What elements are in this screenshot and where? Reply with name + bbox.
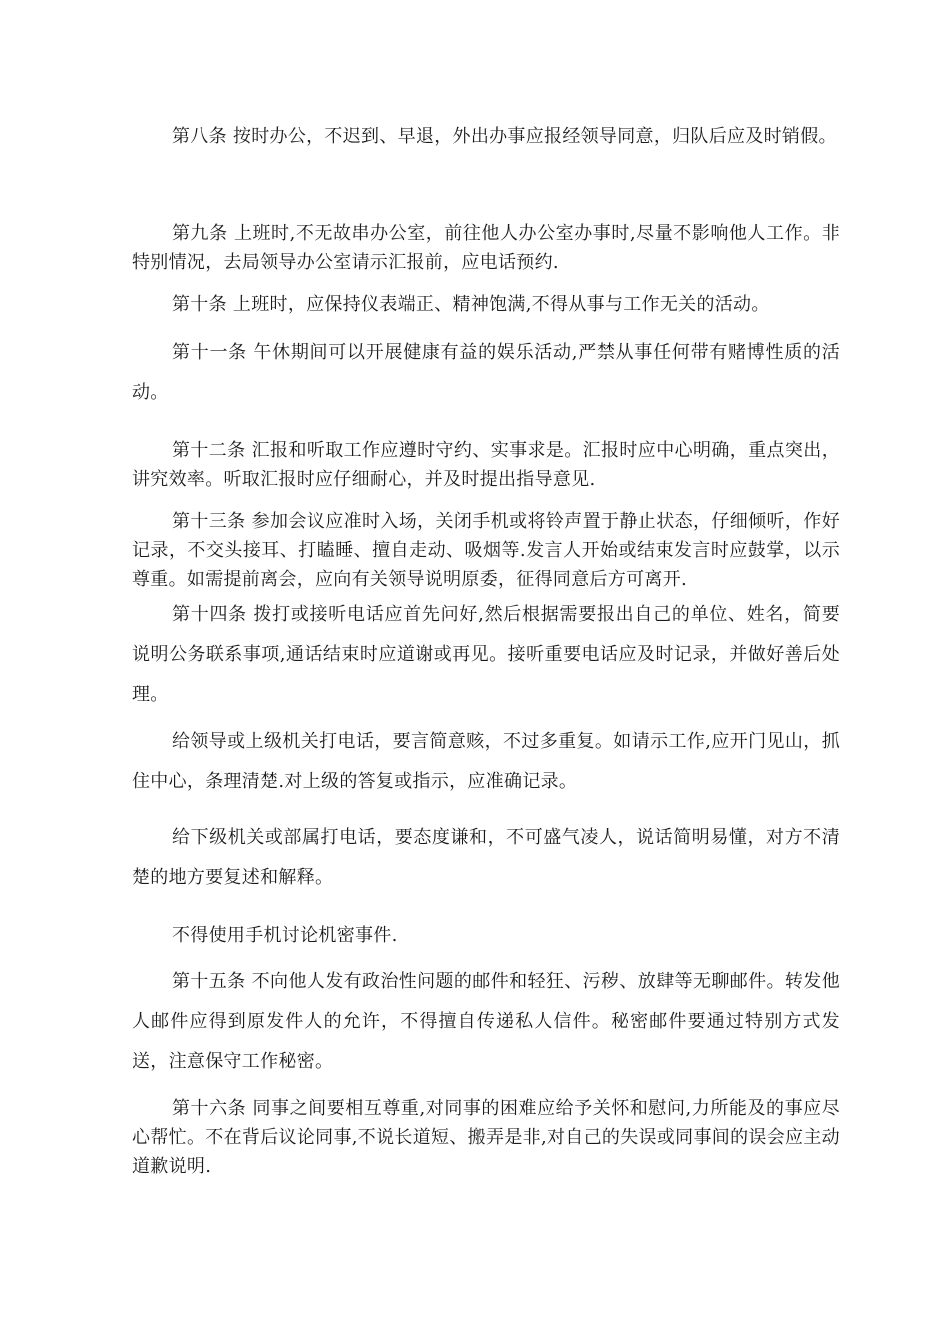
article-9: 第九条 上班时,不无故串办公室，前往他人办公室办事时,尽量不影响他人工作。非特别情况，去局领导办公室请示汇报前，应电话预约. bbox=[132, 223, 840, 273]
article-13: 第十三条 参加会议应准时入场，关闭手机或将铃声置于静止状态，仔细倾听，作好记录，不交头接耳、打瞌睡、擅自走动、吸烟等.发言人开始或结束发言时应鼓掌，以示尊重。如需提前离会，应向有关领导说明原委，征得同意后方可离开. bbox=[132, 511, 840, 590]
article-8: 第八条 按时办公，不迟到、早退，外出办事应报经领导同意，归队后应及时销假。 bbox=[172, 126, 837, 147]
article-10: 第十条 上班时，应保持仪表端正、精神饱满,不得从事与工作无关的活动。 bbox=[172, 294, 770, 315]
phone-subordinate-paragraph: 给下级机关或部属打电话，要态度谦和，不可盛气凌人，说话简明易懂，对方不清楚的地方要复述和解释。 bbox=[132, 827, 840, 888]
article-16: 第十六条 同事之间要相互尊重,对同事的困难应给予关怀和慰问,力所能及的事应尽心帮忙。不在背后议论同事,不说长道短、搬弄是非,对自己的失误或同事间的误会应主动道歉说明. bbox=[132, 1098, 840, 1177]
phone-superior-paragraph: 给领导或上级机关打电话，要言简意赅，不过多重复。如请示工作,应开门见山，抓住中心，条理清楚.对上级的答复或指示，应准确记录。 bbox=[132, 731, 840, 792]
article-12: 第十二条 汇报和听取工作应遵时守约、实事求是。汇报时应中心明确，重点突出，讲究效率。听取汇报时应仔细耐心，并及时提出指导意见. bbox=[132, 440, 840, 490]
article-14: 第十四条 拨打或接听电话应首先问好,然后根据需要报出自己的单位、姓名，简要说明公务联系事项,通话结束时应道谢或再见。接听重要电话应及时记录，并做好善后处理。 bbox=[132, 604, 840, 705]
article-15: 第十五条 不向他人发有政治性问题的邮件和轻狂、污秽、放肆等无聊邮件。转发他人邮件应得到原发件人的允许，不得擅自传递私人信件。秘密邮件要通过特别方式发送，注意保守工作秘密。 bbox=[132, 971, 840, 1072]
article-11: 第十一条 午休期间可以开展健康有益的娱乐活动,严禁从事任何带有赌博性质的活动。 bbox=[132, 342, 840, 403]
mobile-secrecy-paragraph: 不得使用手机讨论机密事件. bbox=[172, 925, 398, 946]
